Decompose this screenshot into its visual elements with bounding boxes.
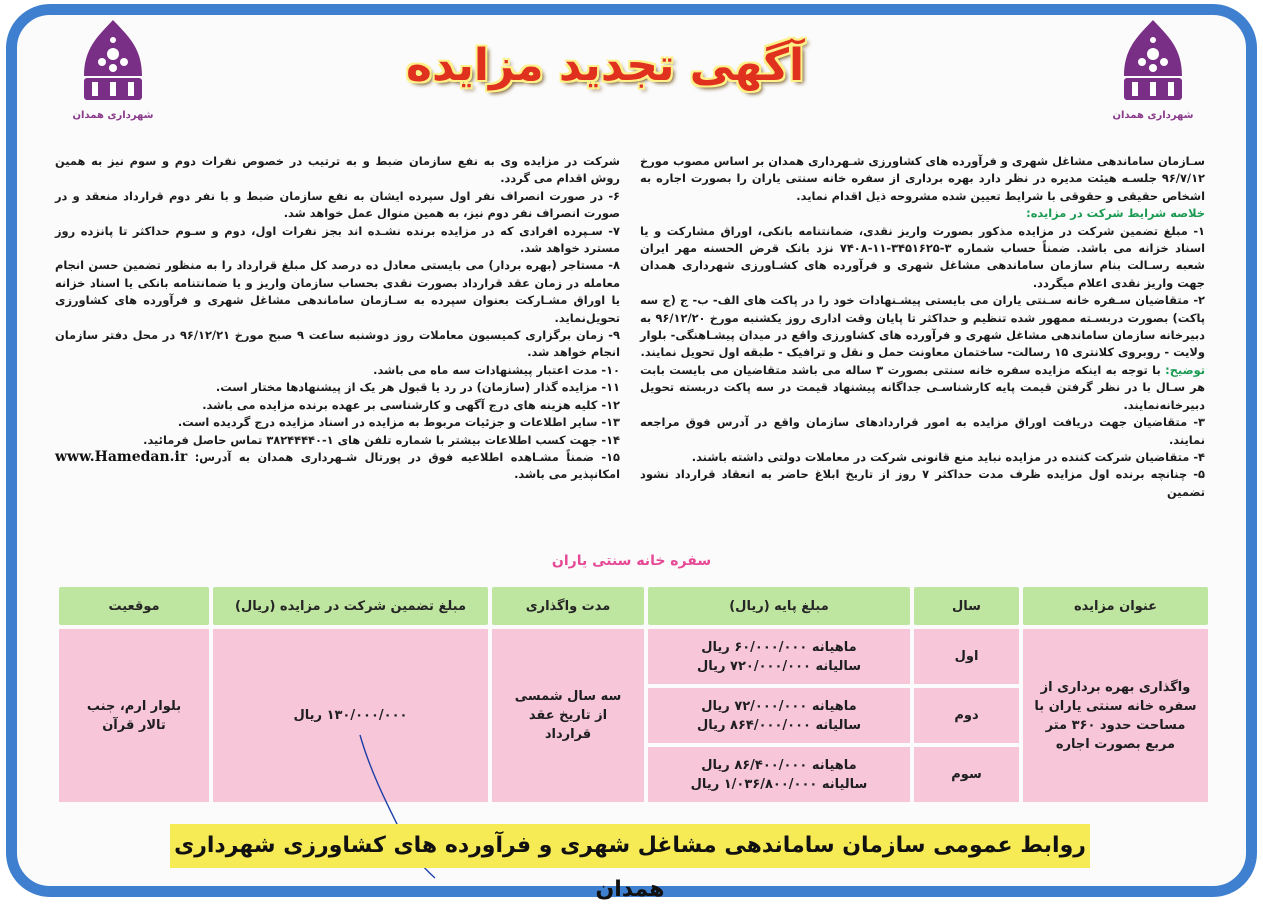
condition-item: ۳- متقاضیان جهت دریافت اوراق مزایده به امور قراردادهای سازمان واقع در آدرس فوق مراجعه نمایند. [640,415,1205,447]
monthly-price: ماهیانه ۷۲/۰۰۰/۰۰۰ ریال [701,698,857,714]
header-guarantee: مبلغ تضمین شرکت در مزایده (ریال) [213,587,488,625]
left-column [55,153,620,484]
municipality-logo-left [58,18,168,138]
header-location: موقعیت [59,587,209,625]
auction-table [55,583,1212,806]
condition-item: ۱۱- مزایده گذار (سازمان) در رد یا قبول هر یک از پیشنهادها مختار است. [215,380,620,395]
footer-banner: روابط عمومی سازمان ساماندهی مشاغل شهری و فرآورده های کشاورزی شهرداری همدان [170,824,1090,868]
header-duration: مدت واگذاری [492,587,644,625]
condition-item: ۱۰- مدت اعتبار پیشنهادات سه ماه می باشد. [373,362,620,377]
duration-cell: سه سال شمسی از تاریخ عقد قرارداد [492,629,644,802]
table-row [59,629,1208,684]
condition-item: ۸- مستاجر (بهره بردار) می بایستی معادل ده درصد کل مبلغ قرارداد را به منظور تضمین حسن انجام معامله در زمان عقد قرارداد بصورت نقدی بحساب سازمان واریز و یا ضمانتنامه بانکی یا اسناد خزانه یا اوراق مشـارکت بعنوان سپرده به سـازمان ساماندهی مشاغل شهری و فرآورده های کشاورزی تحویل‌نماید. [55,258,620,325]
item15-text: ۱۵- ضمناً مشـاهده اطلاعیه فوق در پورتال شـهرداری همدان به آدرس: [194,449,620,464]
hamedan-emblem-icon [1118,18,1188,108]
logo-caption: شهرداری همدان [72,110,154,121]
right-column [640,153,1205,501]
year-cell: دوم [914,688,1019,743]
condition-item: ۱۴- جهت کسب اطلاعات بیشتر با شماره تلفن های ۱-۳۸۲۴۴۴۴۰ تماس حاصل فرمائید. [143,432,620,447]
location-cell: بلوار ارم، جنب تالار قرآن [59,629,209,802]
condition-item: ۲- متقاضیان سـفره خانه سـنتی یاران می بایستی پیشـنهادات خود را در پاکت های الف- ب- ج (ج سه پاکت) بصورت دربسـته ممهور شده تنظیم و حداکثر تا پایان وقت اداری روز یکشنبه مورخ ۹۶/۱۲/۲۰ به دبیرخانه سازمان ساماندهی مشاغل شهری و فرآورده های کشاورزی واقع در میدان پیشـاهنگی- بلوار ولایت - روبروی کلانتری ۱۵ رسالت- ساختمان معاونت حمل و نقل و ترافیک - طبقه اول تحویل نمایند. [640,293,1206,360]
table-heading: سفره خانه سنتی یاران [551,553,712,569]
price-cell [648,747,910,802]
condition-item: ۴- متقاضیان شرکت کننده در مزایده نباید منع قانونی شرکت در معاملات دولتی داشته باشند. [691,449,1205,464]
condition-item: شرکت در مزایده وی به نفع سازمان ضبط و به ترتیب در خصوص نفرات دوم و سوم نیز به همین روش اقدام می گردد. [55,154,620,186]
yearly-price: سالیانه ۷۲۰/۰۰۰/۰۰۰ ریال [696,658,861,674]
table-header-row [59,587,1208,625]
municipality-logo-right [1098,18,1208,138]
note-paragraph [640,362,1205,414]
guarantee-cell: ۱۳۰/۰۰۰/۰۰۰ ریال [213,629,488,802]
header-subject: عنوان مزایده [1023,587,1208,625]
page-title: آگهی تجدید مزایده [405,40,805,91]
item15-tail: امکانپذیر می باشد. [514,467,620,482]
condition-item: ۶- در صورت انصراف نفر اول سپرده ایشان به نفع سازمان ضبط و با نفر دوم قرارداد منعقد و در صورت انصراف نفر دوم نیز، به همین منوال عمل خواهد شد. [55,188,620,221]
condition-item: ۱- مبلغ تضمین شرکت در مزایده مذکور بصورت واریز نقدی، ضمانتنامه بانکی، اوراق مشارکت و یا اسناد خزانه می باشد. ضمناً حساب شماره ۳-۳۴۵۱۶۲۵-۱۱-۷۴۰۸ نزد بانک قرض الحسنه مهر ایران شعبه رسـالت بنام سازمان ساماندهی مشاغل شهری و فرآورده های کشـاورزی شهرداری همدان جهت واریز نقدی اعلام میگردد. [640,223,1205,290]
condition-item: ۹- زمان برگزاری کمیسیون معاملات روز دوشنبه ساعت ۹ صبح مورخ ۹۶/۱۲/۲۱ در محل دفتر سازمان انجام خواهد شد. [55,328,620,360]
note-text: با توجه به اینکه مزایده سفره خانه سنتی بصورت ۳ ساله می باشد متقاضیان می بایست بابت هر سـال با در نظر گرفتن قیمت پایه کارشناسـی جداگانه پیشنهاد قیمت در سه پاکت دربسته تحویل دبیرخانه‌نمایند. [640,362,1205,412]
yearly-price: سالیانه ۱/۰۳۶/۸۰۰/۰۰۰ ریال [690,776,868,792]
subject-cell: واگذاری بهره برداری از سفره خانه سنتی یاران با مساحت حدود ۳۶۰ متر مربع بصورت اجاره [1023,629,1208,802]
condition-item-15 [55,449,620,484]
conditions-heading: خلاصه شرایط شرکت در مزایده: [1026,206,1205,221]
note-label: توضیح: [1165,362,1205,377]
hamedan-emblem-icon [78,18,148,108]
condition-item: ۱۳- سایر اطلاعات و جزئیات مربوط به مزایده در اسناد مزایده درج گردیده است. [177,415,620,430]
header-base-price: مبلغ پایه (ریال) [648,587,910,625]
monthly-price: ماهیانه ۶۰/۰۰۰/۰۰۰ ریال [701,639,857,655]
yearly-price: سالیانه ۸۶۴/۰۰۰/۰۰۰ ریال [696,717,861,733]
condition-item: ۱۲- کلیه هزینه های درج آگهی و کارشناسی بر عهده برنده مزایده می باشد. [202,397,620,412]
header-year: سال [914,587,1019,625]
price-cell [648,688,910,743]
monthly-price: ماهیانه ۸۶/۴۰۰/۰۰۰ ریال [701,757,857,773]
intro-text: سـازمان ساماندهی مشاغل شهری و فرآورده های کشاورزی شـهرداری همدان بر اساس مصوب مورخ ۹۶/۷/۱۲ جلسـه هیئت مدیره در نظر دارد بهره برداری از سفره خانه سنتی یاران را بصورت اجاره به اشخاص حقیقی و حقوقی با شرایط تعیین شده مشروحه ذیل اقدام نماید. [640,154,1205,203]
logo-caption: شهرداری همدان [1112,110,1194,121]
condition-item: ۷- سـپرده افرادی که در مزایده برنده نشـده اند بجز نفرات اول، دوم و سـوم حداکثر تا پانزده روز مسترد خواهد شد. [55,223,620,256]
year-cell: سوم [914,747,1019,802]
condition-item: ۵- چنانچه برنده اول مزایده ظرف مدت حداکثر ۷ روز از تاریخ ابلاغ حاضر به انعقاد قرارداد نشود تضمین [640,467,1205,499]
portal-link[interactable]: www.Hamedan.ir [55,448,188,465]
price-cell [648,629,910,684]
year-cell: اول [914,629,1019,684]
